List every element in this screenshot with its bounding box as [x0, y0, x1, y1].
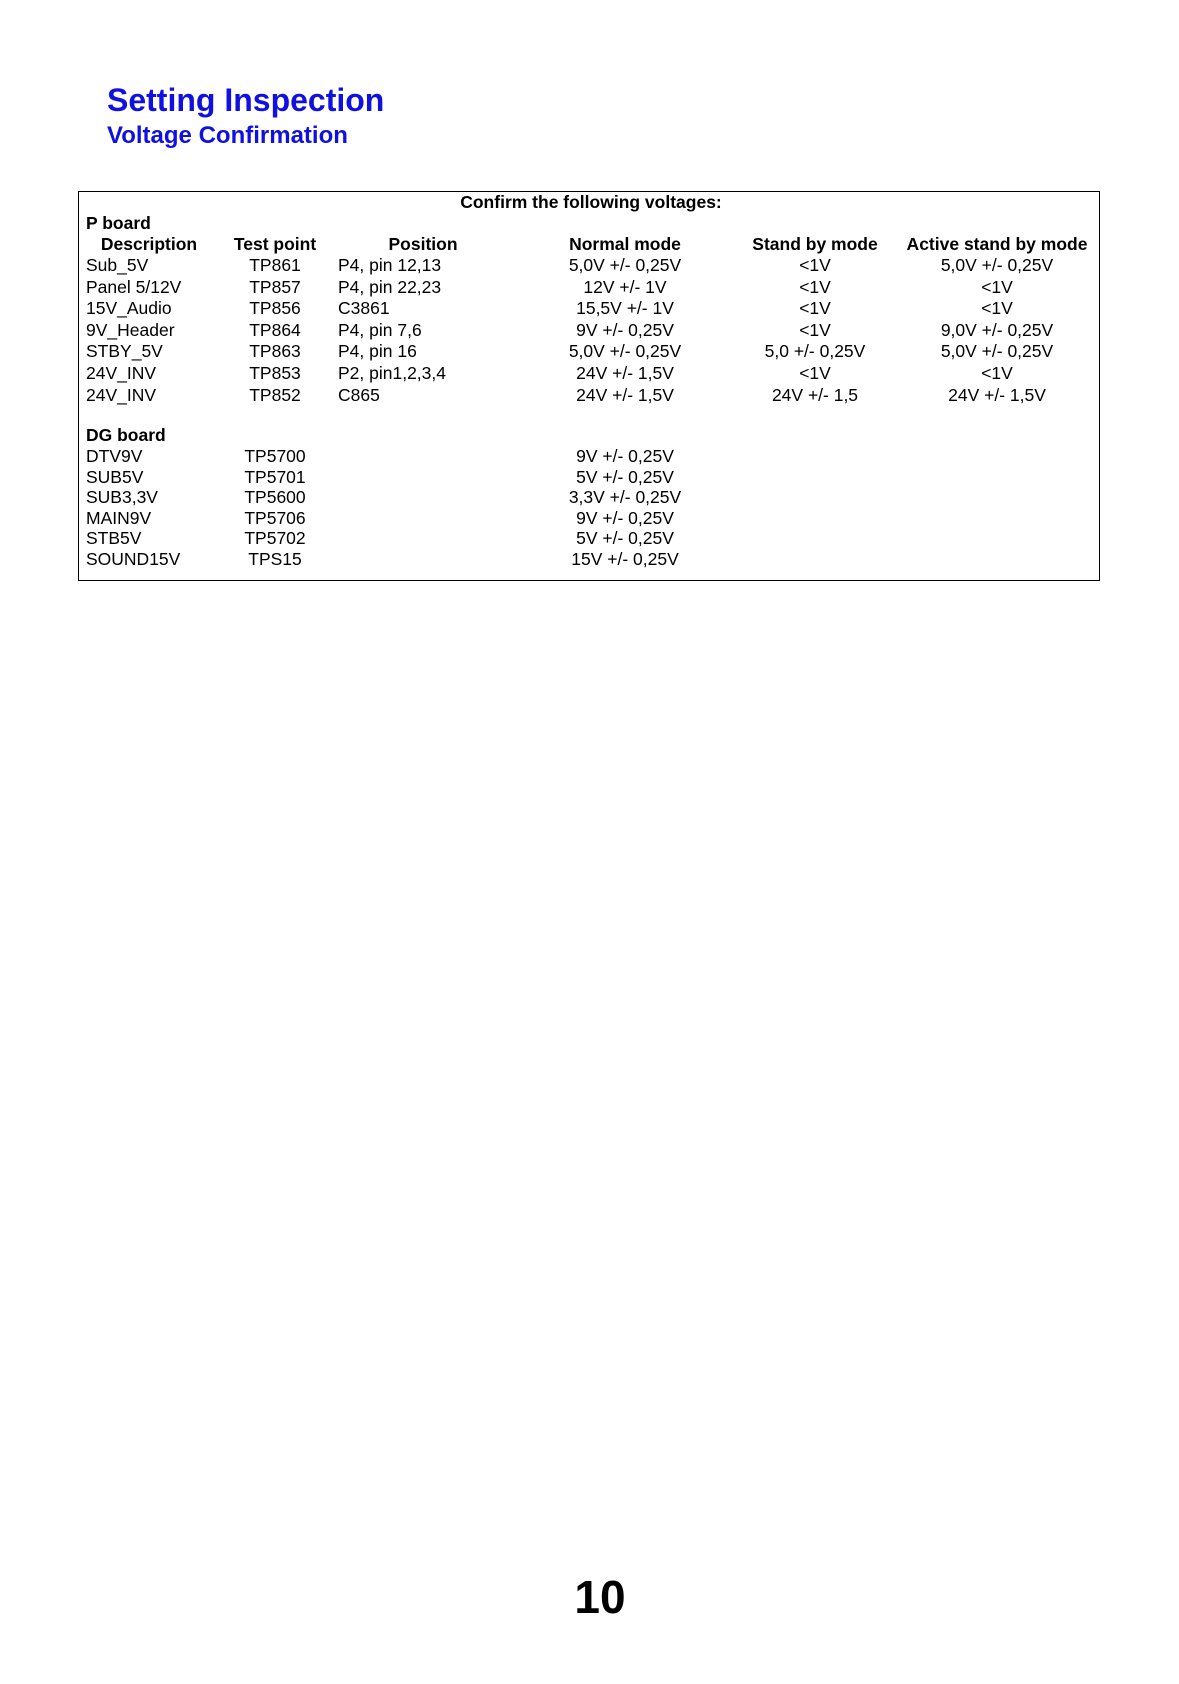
p-board-cell: 5,0 +/- 0,25V	[764, 341, 866, 362]
p-board-cell: TP857	[249, 276, 301, 297]
p-board-cell: STBY_5V	[86, 341, 163, 362]
dg-board-cell: 5V +/- 0,25V	[576, 528, 674, 549]
dg-board-cell: SUB5V	[86, 466, 144, 487]
p-board-cell: TP852	[249, 384, 301, 405]
p-board-cell: 9V_Header	[86, 319, 175, 340]
p-board-cell: <1V	[799, 319, 831, 340]
header-description: Description	[100, 234, 198, 254]
p-board-cell: 12V +/- 1V	[583, 276, 667, 297]
p-board-cell: P4, pin 16	[338, 341, 417, 362]
p-board-cell: 5,0V +/- 0,25V	[940, 255, 1054, 275]
dg-board-cell: SUB3,3V	[86, 487, 158, 508]
p-board-cell: <1V	[799, 298, 831, 319]
dg-board-cell: DTV9V	[86, 446, 143, 466]
p-board-cell: <1V	[799, 276, 831, 297]
dg-board-cell: 9V +/- 0,25V	[576, 446, 674, 466]
p-board-cell: TP863	[249, 341, 301, 362]
dg-board-cell: TPS15	[248, 549, 302, 569]
p-board-cell: 9,0V +/- 0,25V	[940, 319, 1054, 340]
dg-board-cell: STB5V	[86, 528, 142, 549]
dg-board-cell: TP5706	[244, 507, 306, 528]
p-board-cell: <1V	[981, 363, 1013, 383]
dg-board-cell: TP5701	[244, 466, 306, 487]
header-position: Position	[388, 234, 458, 254]
p-board-cell: 15V_Audio	[86, 298, 172, 319]
p-board-cell: <1V	[981, 298, 1013, 319]
dg-board-cell: MAIN9V	[86, 507, 152, 528]
dg-board-cell: 9V +/- 0,25V	[576, 507, 674, 528]
header-test-point: Test point	[233, 234, 317, 254]
p-board-cell: Panel 5/12V	[86, 276, 182, 297]
table-caption: Confirm the following voltages:	[460, 192, 722, 212]
dg-board-cell: TP5700	[244, 446, 306, 466]
dg-board-cell: TP5600	[244, 487, 306, 508]
p-board-cell: TP853	[249, 363, 301, 383]
p-board-cell: TP861	[249, 255, 301, 275]
dg-board-label: DG board	[86, 425, 166, 445]
page-title: Setting Inspection	[107, 82, 385, 118]
dg-board-cell: 3,3V +/- 0,25V	[568, 487, 682, 508]
dg-board-cell: TP5702	[244, 528, 306, 549]
dg-board-cell: 5V +/- 0,25V	[576, 466, 674, 487]
p-board-cell: 24V +/- 1,5V	[576, 384, 674, 405]
dg-board-cell: 15V +/- 0,25V	[571, 549, 679, 569]
p-board-cell: P4, pin 12,13	[338, 255, 442, 275]
p-board-cell: Sub_5V	[86, 255, 149, 275]
p-board-cell: 5,0V +/- 0,25V	[568, 255, 682, 275]
header-normal-mode: Normal mode	[569, 234, 681, 254]
p-board-cell: P2, pin1,2,3,4	[338, 363, 446, 383]
p-board-cell: <1V	[799, 255, 831, 275]
p-board-cell: 9V +/- 0,25V	[576, 319, 674, 340]
header-standby-mode: Stand by mode	[752, 234, 878, 254]
p-board-label: P board	[86, 213, 151, 233]
p-board-cell: <1V	[981, 276, 1013, 297]
header-active-standby-mode: Active stand by mode	[906, 234, 1088, 254]
p-board-cell: TP864	[249, 319, 301, 340]
p-board-cell: 24V_INV	[86, 363, 157, 383]
p-board-cell: 5,0V +/- 0,25V	[940, 341, 1054, 362]
p-board-cell: 24V_INV	[86, 384, 157, 405]
page-number: 10	[574, 1571, 626, 1623]
p-board-cell: <1V	[799, 363, 831, 383]
p-board-cell: C865	[338, 384, 380, 405]
dg-board-cell: SOUND15V	[86, 549, 181, 569]
p-board-cell: C3861	[338, 298, 390, 319]
p-board-cell: P4, pin 7,6	[338, 319, 422, 340]
p-board-cell: P4, pin 22,23	[338, 276, 442, 297]
section-subtitle: Voltage Confirmation	[107, 122, 348, 149]
p-board-cell: 24V +/- 1,5	[771, 384, 859, 405]
voltage-table	[78, 191, 1100, 581]
p-board-cell: 15,5V +/- 1V	[576, 298, 674, 319]
p-board-cell: 24V +/- 1,5V	[576, 363, 674, 383]
p-board-cell: 5,0V +/- 0,25V	[568, 341, 682, 362]
p-board-cell: 24V +/- 1,5V	[948, 384, 1046, 405]
p-board-cell: TP856	[249, 298, 301, 319]
